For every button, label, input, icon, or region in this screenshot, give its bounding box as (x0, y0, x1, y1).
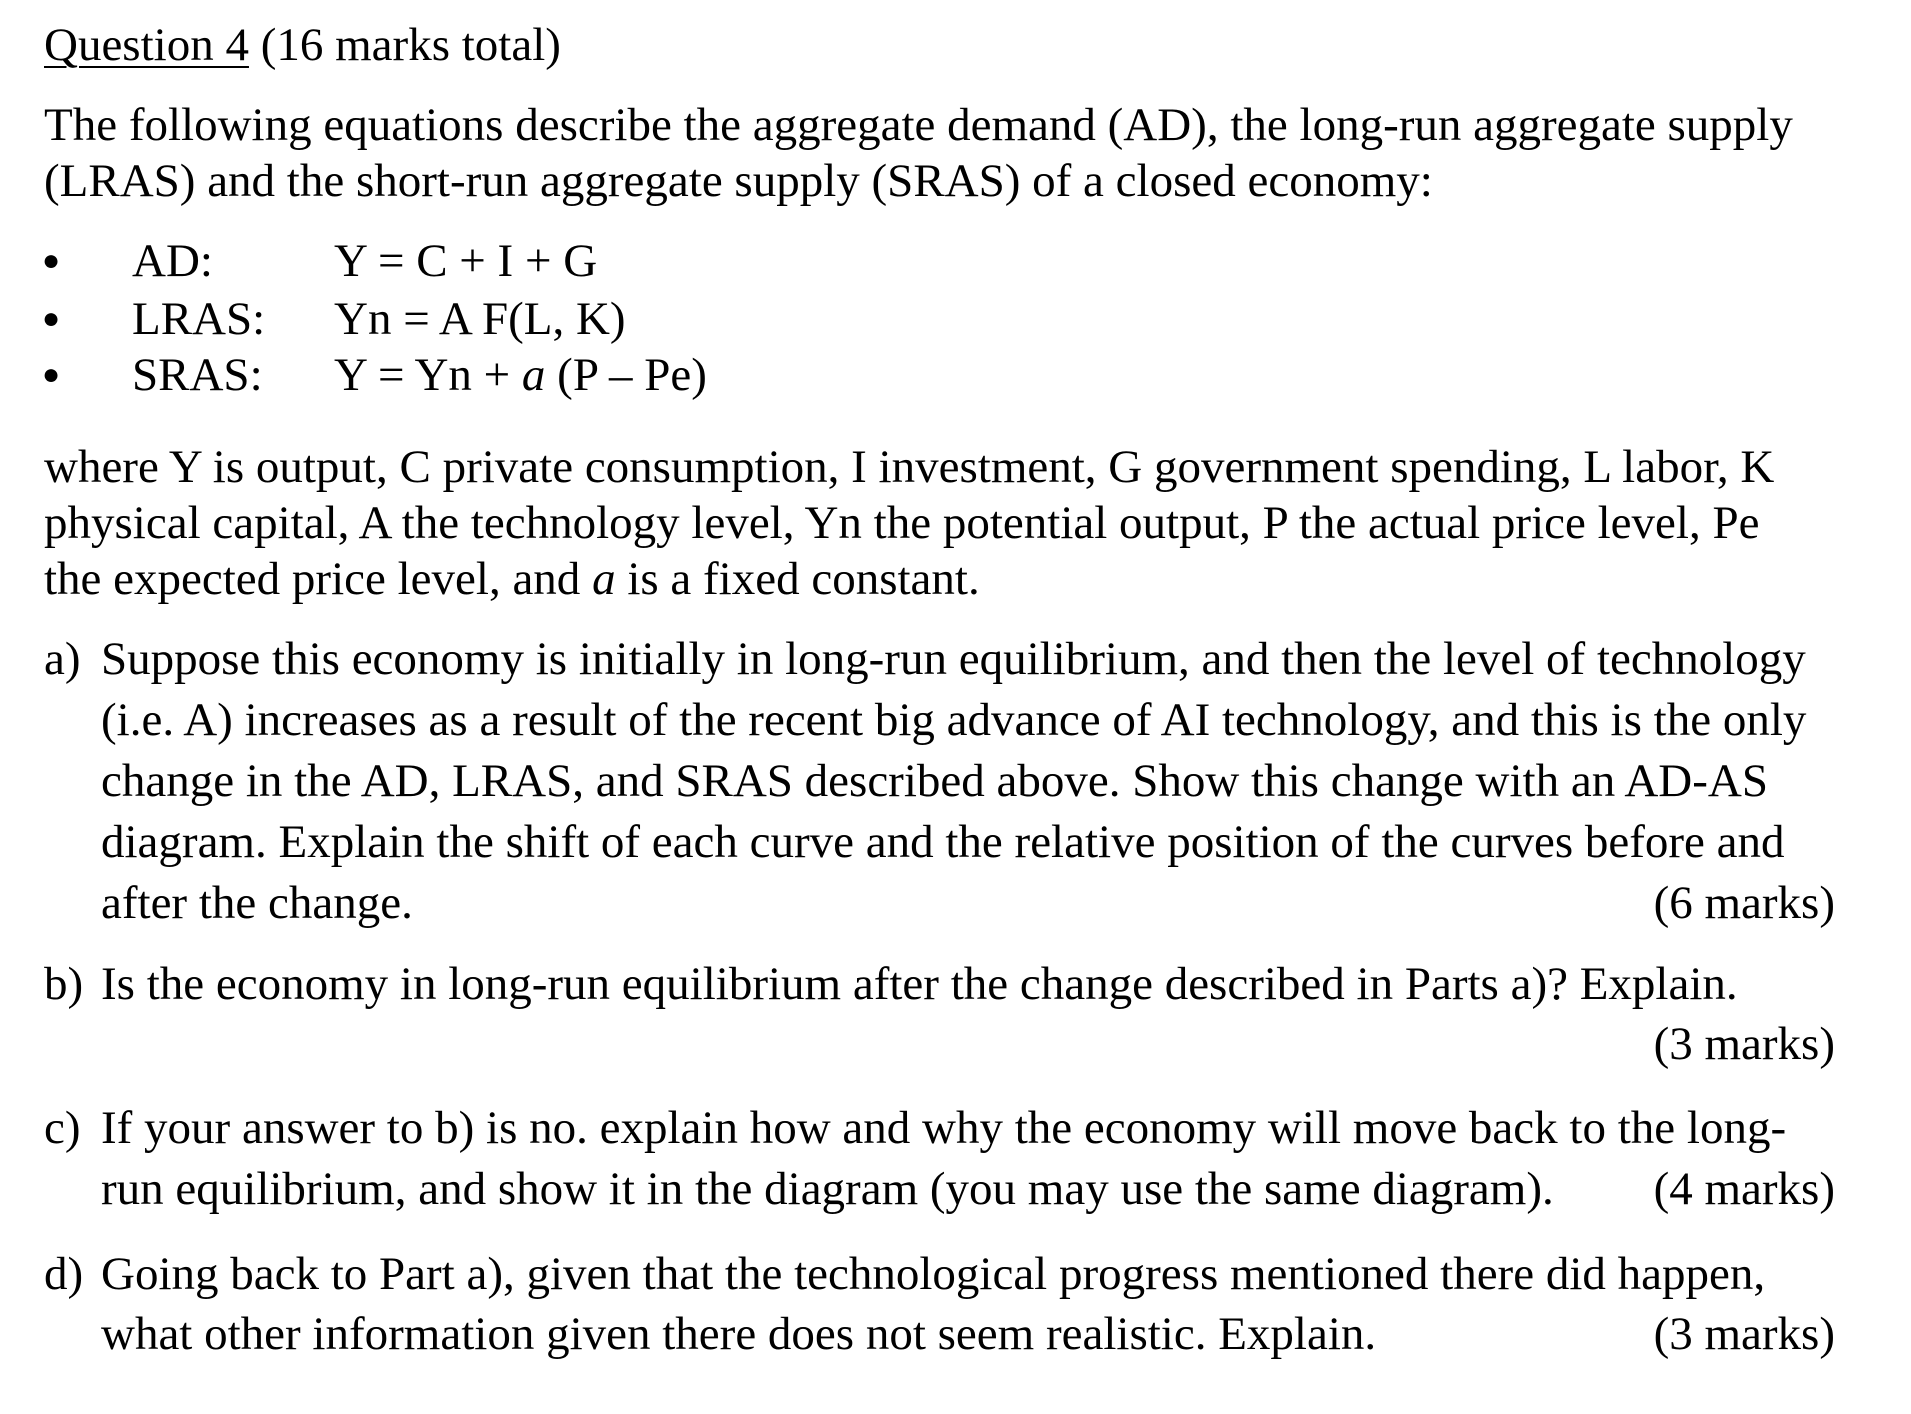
part-a-marks: (6 marks) (1653, 877, 1835, 929)
intro-line-1: The following equations describe the aggregate demand (AD), the long-run aggregate supply (44, 99, 1793, 151)
part-a-line-5: after the change. (101, 877, 413, 929)
equation-value-sras (334, 349, 707, 401)
part-a-letter: a) (44, 633, 81, 685)
part-c-marks: (4 marks) (1653, 1163, 1835, 1215)
question-heading (44, 19, 561, 71)
part-a-line-4: diagram. Explain the shift of each curve and the relative position of the curves before and (101, 816, 1785, 868)
sras-value-post: (P – Pe) (545, 349, 707, 401)
part-c-letter: c) (44, 1102, 81, 1154)
equation-label-ad: AD: (132, 235, 213, 287)
definitions-line-3 (44, 553, 980, 605)
definitions-line-2: physical capital, A the technology level, Yn the potential output, P the actual price level, Pe (44, 497, 1760, 549)
part-b-marks: (3 marks) (1653, 1018, 1835, 1070)
part-a-line-3: change in the AD, LRAS, and SRAS described above. Show this change with an AD-AS (101, 755, 1768, 807)
definitions-line-3-pre: the expected price level, and (44, 553, 593, 605)
question-title: Question 4 (44, 19, 249, 71)
part-c-line-2: run equilibrium, and show it in the diagram (you may use the same diagram). (101, 1163, 1554, 1215)
bullet-icon: ● (42, 302, 61, 335)
bullet-icon: ● (42, 244, 61, 277)
definitions-line-1: where Y is output, C private consumption, I investment, G government spending, L labor, K (44, 441, 1775, 493)
equation-value-ad: Y = C + I + G (334, 235, 598, 287)
part-a-line-1: Suppose this economy is initially in long-run equilibrium, and then the level of technology (101, 633, 1806, 685)
intro-line-2: (LRAS) and the short-run aggregate supply (SRAS) of a closed economy: (44, 155, 1433, 207)
equation-value-lras: Yn = A F(L, K) (334, 293, 626, 345)
part-d-letter: d) (44, 1248, 84, 1300)
definitions-line-3-post: is a fixed constant. (615, 553, 980, 605)
equation-label-lras: LRAS: (132, 293, 266, 345)
part-d-line-1: Going back to Part a), given that the technological progress mentioned there did happen, (101, 1248, 1766, 1300)
part-c-line-1: If your answer to b) is no. explain how and why the economy will move back to the long- (101, 1102, 1787, 1154)
equation-label-sras: SRAS: (132, 349, 263, 401)
sras-value-pre: Y = Yn + (334, 349, 522, 401)
bullet-icon: ● (42, 358, 61, 391)
definitions-line-3-var: a (592, 553, 616, 605)
part-b-line-1: Is the economy in long-run equilibrium after the change described in Parts a)? Explain. (101, 958, 1738, 1010)
part-a-line-2: (i.e. A) increases as a result of the recent big advance of AI technology, and this is the only (101, 694, 1807, 746)
part-d-line-2: what other information given there does not seem realistic. Explain. (101, 1308, 1377, 1360)
question-marks-total: (16 marks total) (248, 19, 561, 71)
part-b-letter: b) (44, 958, 84, 1010)
sras-value-var: a (521, 349, 546, 401)
part-d-marks: (3 marks) (1653, 1308, 1835, 1360)
